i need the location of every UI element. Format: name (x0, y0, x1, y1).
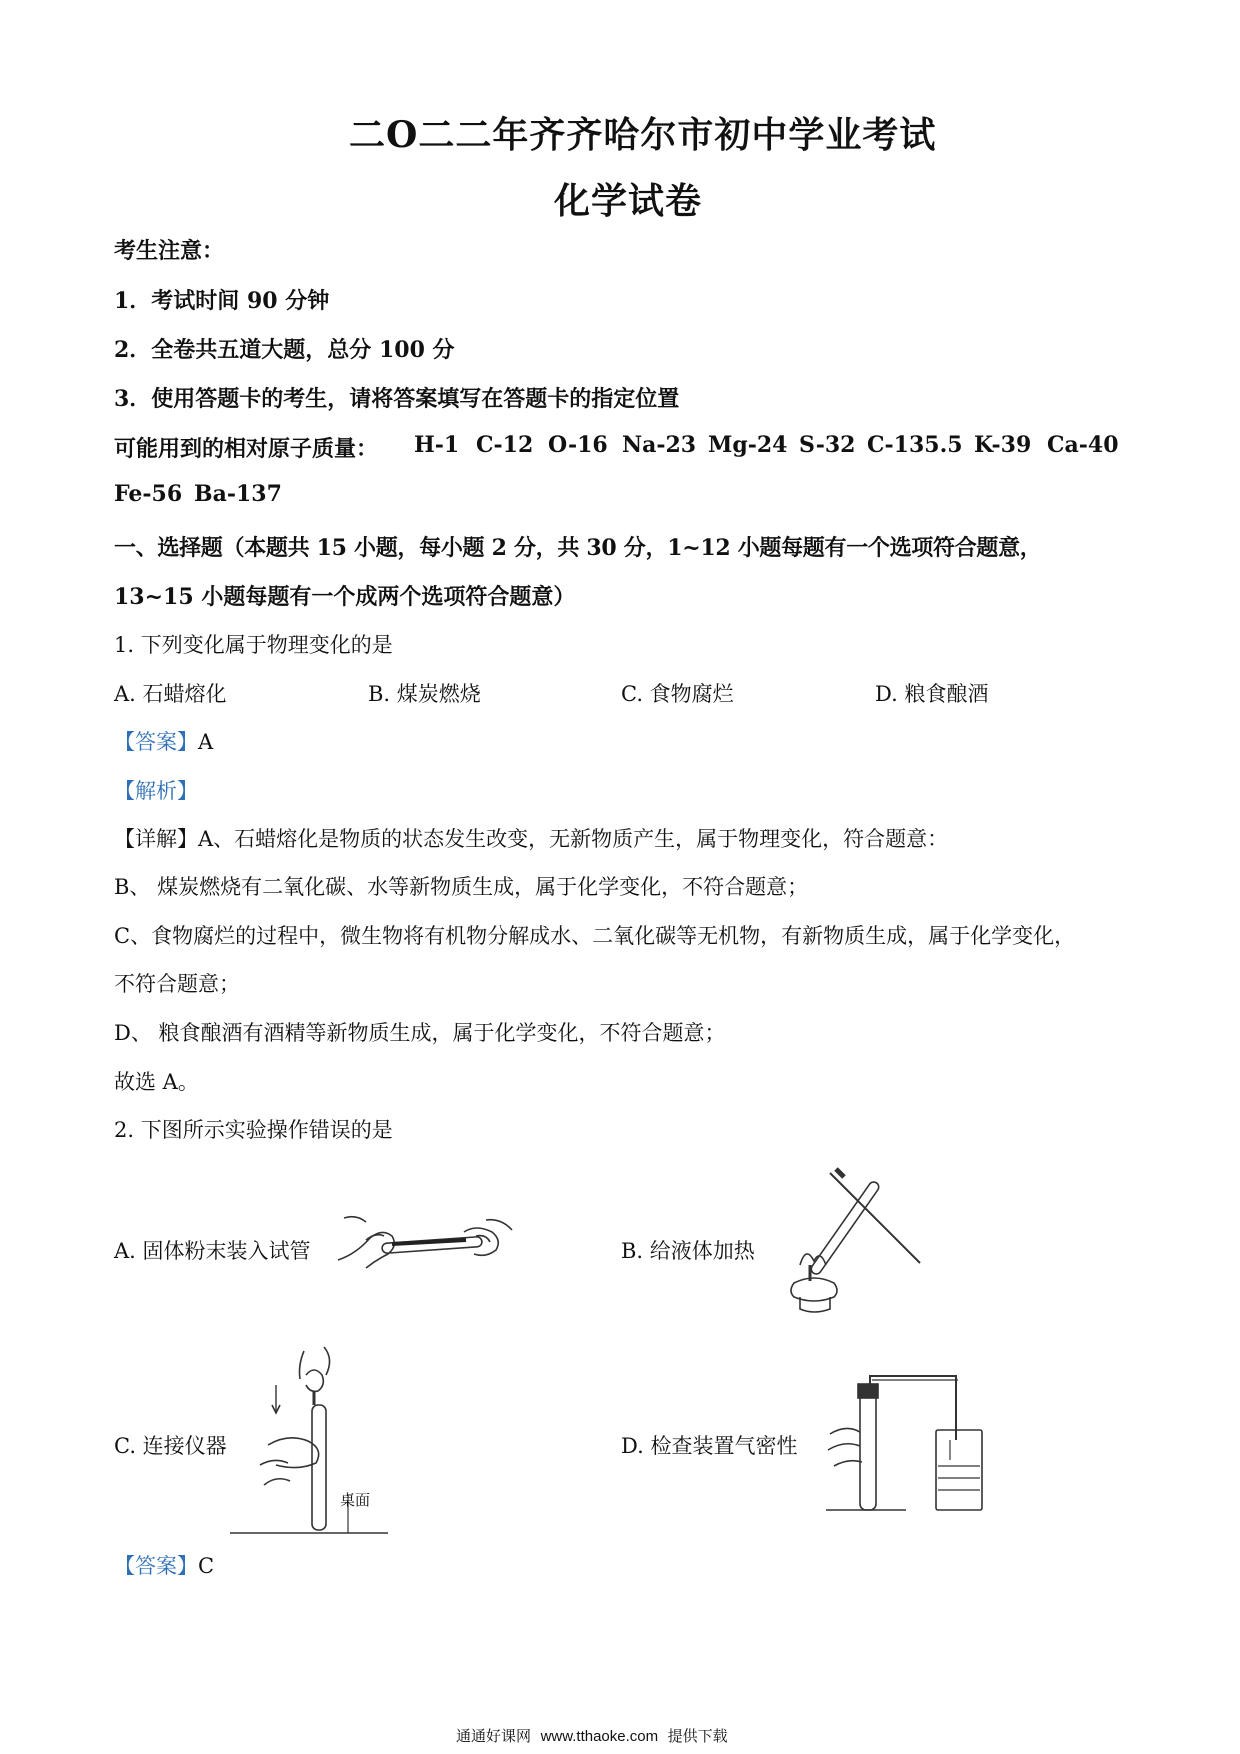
footer-site: 通通好课网 (456, 1727, 532, 1745)
option-d: D. 粮食酿酒 (875, 682, 989, 706)
option-b: B. 煤炭燃烧 (368, 682, 481, 706)
option-c: C. 连接仪器 (114, 1434, 227, 1458)
atomic-mass-label: 可能用到的相对原子质量： (114, 436, 379, 462)
option-a: A. 固体粉末装入试管 (114, 1239, 311, 1263)
figure-b-heat-liquid (770, 1165, 930, 1325)
figure-c-label: 桌面 (340, 1491, 371, 1509)
analysis-tag: 【解析】 (114, 779, 198, 803)
figure-a-powder-into-tube (336, 1210, 516, 1280)
section-heading: 13~15 小题每题有一个成两个选项符合题意） (114, 584, 576, 610)
answer-line (114, 726, 213, 756)
atomic-mass: K-39 (974, 432, 1032, 458)
footer-suffix: 提供下载 (667, 1727, 728, 1745)
footer (456, 1725, 728, 1746)
detail-line: D、 粮食酿酒有酒精等新物质生成，属于化学变化，不符合题意； (114, 1021, 726, 1045)
question-stem: 2. 下图所示实验操作错误的是 (114, 1118, 393, 1142)
figure-c-connect-apparatus (228, 1345, 418, 1540)
detail-line: B、 煤炭燃烧有二氧化碳、水等新物质生成，属于化学变化，不符合题意； (114, 875, 809, 899)
section-heading: 一、选择题（本题共 15 小题，每小题 2 分，共 30 分，1~12 小题每题有一个选项符合题意， (114, 535, 1042, 561)
atomic-mass: O-16 (548, 432, 608, 458)
option-d: D. 检查装置气密性 (621, 1434, 798, 1458)
answer-tag: 【答案】 (114, 1554, 198, 1578)
notice-heading: 考生注意： (114, 238, 225, 264)
option-a: A. 石蜡熔化 (114, 682, 227, 706)
atomic-mass: H-1 (414, 432, 460, 458)
notice-item: 2．全卷共五道大题，总分 100 分 (114, 337, 455, 363)
atomic-mass: C-12 (476, 432, 534, 458)
atomic-mass: S-32 (799, 432, 856, 458)
answer-tag: 【答案】 (114, 730, 198, 754)
option-b: B. 给液体加热 (621, 1239, 755, 1263)
exam-title: 二O二二年齐齐哈尔市初中学业考试 (349, 114, 937, 156)
atomic-mass: C-135.5 (867, 432, 963, 458)
detail-line: C、食物腐烂的过程中，微生物将有机物分解成水、二氧化碳等无机物，有新物质生成，属于化学变化， (114, 924, 1076, 948)
atomic-mass: Fe-56 (114, 481, 183, 507)
question-stem: 1. 下列变化属于物理变化的是 (114, 633, 393, 657)
answer-line (114, 1550, 214, 1580)
option-c: C. 食物腐烂 (621, 682, 734, 706)
atomic-mass: Mg-24 (708, 432, 788, 458)
atomic-mass: Ba-137 (194, 481, 282, 507)
detail-line: 【详解】A、石蜡熔化是物质的状态发生改变，无新物质产生，属于物理变化，符合题意： (114, 827, 949, 851)
detail-line: 不符合题意； (114, 972, 240, 996)
exam-subtitle: 化学试卷 (554, 180, 703, 222)
atomic-mass: Ca-40 (1047, 432, 1119, 458)
answer-value: A (198, 730, 214, 754)
notice-item: 3．使用答题卡的考生，请将答案填写在答题卡的指定位置 (114, 386, 680, 412)
notice-item: 1．考试时间 90 分钟 (114, 288, 330, 314)
footer-url[interactable]: www.tthaoke.com (540, 1728, 659, 1745)
figure-d-airtightness-check (826, 1370, 986, 1515)
conclusion: 故选 A。 (114, 1070, 199, 1094)
atomic-mass: Na-23 (622, 432, 697, 458)
answer-value: C (198, 1554, 215, 1578)
